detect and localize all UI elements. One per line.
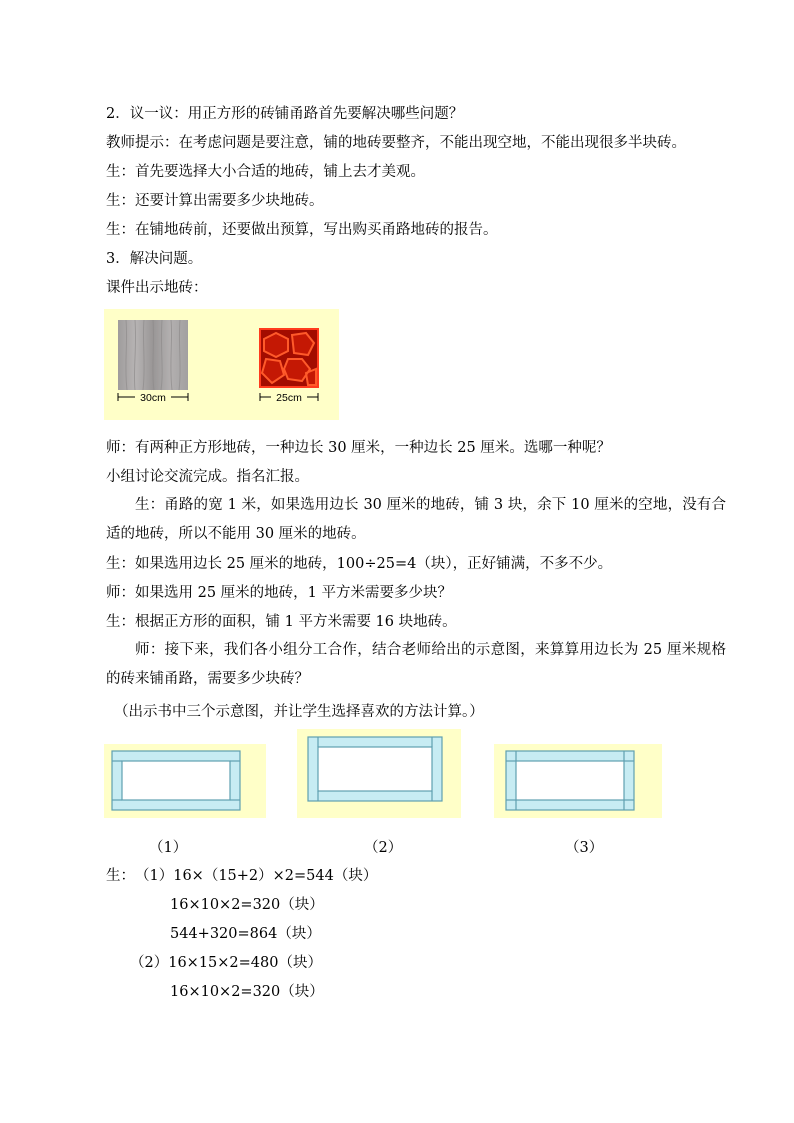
teacher-question-tiles: 师：有两种正方形地砖，一种边长 30 厘米，一种边长 25 厘米。选哪一种呢？ xyxy=(106,440,611,456)
student-reply-30cm: 生：甬路的宽 1 米，如果选用边长 30 厘米的地砖，铺 3 块，余下 10 厘米的空地，没有合适的地砖，所以不能用 30 厘米的地砖。 xyxy=(106,497,726,542)
tile1-size-label: 30cm xyxy=(140,392,166,404)
teacher-task: 师：接下来，我们各小组分工合作，结合老师给出的示意图，来算算用边长为 25 厘米规格的砖来铺甬路，需要多少块砖？ xyxy=(106,642,726,687)
teacher-question-per-square-meter: 师：如果选用 25 厘米的地砖，1 平方米需要多少块？ xyxy=(106,585,453,601)
diagram-1-caption: （1） xyxy=(149,840,188,856)
student-reply-3: 生：在铺地砖前，还要做出预算，写出购买甬路地砖的报告。 xyxy=(106,222,498,238)
answer-method-1-line-1: （1）16×（15+2）×2=544（块） xyxy=(135,868,378,884)
diagram-2 xyxy=(297,729,461,818)
student-reply-16-tiles: 生：根据正方形的面积，铺 1 平方米需要 16 块地砖。 xyxy=(106,614,457,630)
tile-samples-figure xyxy=(104,309,339,420)
group-discussion: 小组讨论交流完成。指名汇报。 xyxy=(106,469,309,485)
teacher-hint: 教师提示：在考虑问题是要注意，铺的地砖要整齐，不能出现空地，不能出现很多半块砖。 xyxy=(106,135,686,151)
section-heading-solve: 3．解决问题。 xyxy=(106,251,203,267)
tile2-size-label: 25cm xyxy=(276,392,302,404)
student-reply-2: 生：还要计算出需要多少块地砖。 xyxy=(106,193,324,209)
answer-method-1-line-2: 16×10×2=320（块） xyxy=(170,897,324,913)
diagram-3-caption: （3） xyxy=(565,840,604,856)
student-reply-1: 生：首先要选择大小合适的地砖，铺上去才美观。 xyxy=(106,164,425,180)
diagram-1 xyxy=(104,744,266,818)
section-heading-discuss: 2．议一议：用正方形的砖铺甬路首先要解决哪些问题？ xyxy=(106,106,464,122)
answer-method-2-line-2: 16×10×2=320（块） xyxy=(170,984,324,1000)
answer-prefix: 生： xyxy=(106,868,135,884)
tile-samples-svg xyxy=(104,309,339,420)
courseware-intro: 课件出示地砖： xyxy=(106,280,208,296)
diagram-instruction: （出示书中三个示意图，并让学生选择喜欢的方法计算。） xyxy=(114,704,484,720)
gray-tile-30cm xyxy=(118,320,188,403)
answer-method-2-line-1: （2）16×15×2=480（块） xyxy=(130,955,322,971)
diagram-2-caption: （2） xyxy=(364,840,403,856)
diagram-3 xyxy=(494,744,662,818)
student-reply-25cm: 生：如果选用边长 25 厘米的地砖，100÷25=4（块），正好铺满，不多不少。 xyxy=(106,556,613,572)
answer-method-1-line-3: 544+320=864（块） xyxy=(170,926,321,942)
